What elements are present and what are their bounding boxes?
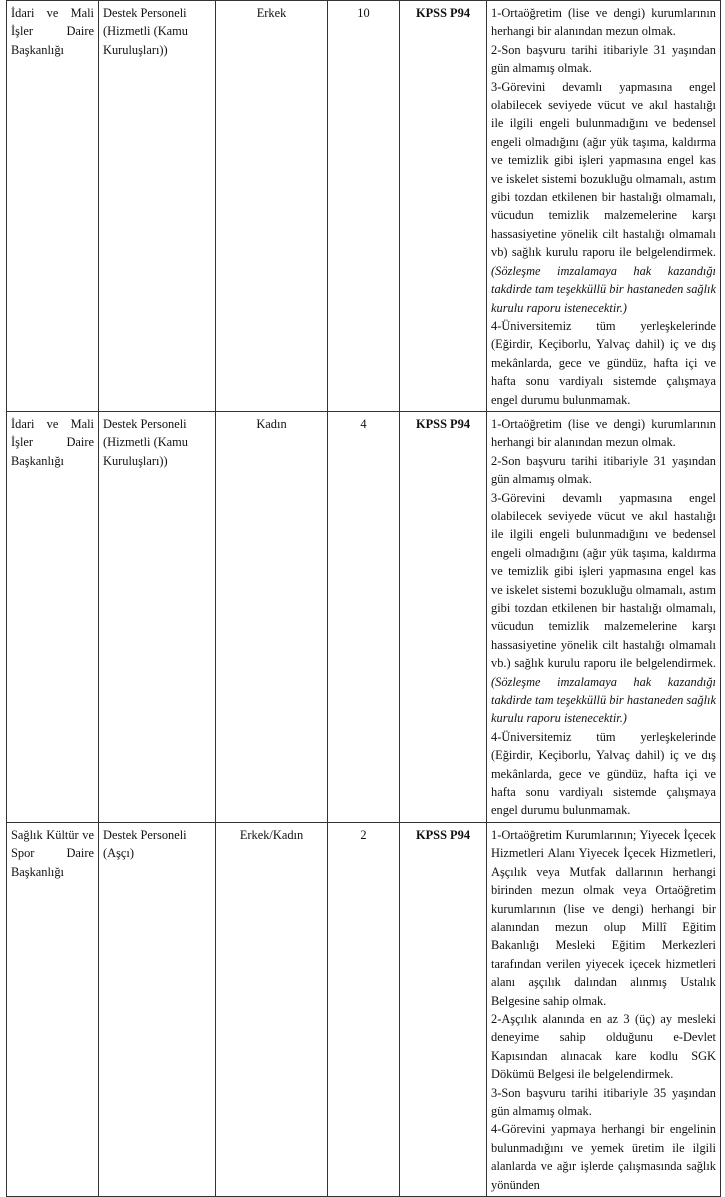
- requirement-item: 2-Aşçılık alanında en az 3 (üç) ay mesleki deneyime sahip olduğunu e-Devlet Kapısından alınacak kare kodlu SGK Dökümü Belgesi ile belgelendirmek.: [491, 1011, 716, 1082]
- requirements-cell: [487, 411, 721, 822]
- requirement-note: (Sözleşme imzalamaya hak kazandığı takdirde tam teşekküllü bir hastaneden sağlık kurulu raporu istenecektir.): [491, 263, 716, 315]
- requirements-cell: [487, 1, 721, 412]
- requirements-cell: [487, 822, 721, 1196]
- unit-cell: İdari ve Mali İşler Daire Başkanlığı: [7, 1, 99, 412]
- requirement-note: (Sözleşme imzalamaya hak kazandığı takdirde tam teşekküllü bir hastaneden sağlık kurulu raporu istenecektir.): [491, 674, 716, 726]
- unit-cell: Sağlık Kültür ve Spor Daire Başkanlığı: [7, 822, 99, 1196]
- requirement-item: 3-Son başvuru tarihi itibariyle 35 yaşından gün almamış olmak.: [491, 1085, 716, 1118]
- table-row: [7, 822, 721, 1196]
- table-row: [7, 1, 721, 412]
- kpss-cell: KPSS P94: [400, 411, 487, 822]
- position-cell: Destek Personeli (Hizmetli (Kamu Kuruluşları)): [99, 411, 216, 822]
- requirement-item: 2-Son başvuru tarihi itibariyle 31 yaşından gün almamış olmak.: [491, 453, 716, 487]
- gender-cell: Erkek: [216, 1, 328, 412]
- count-cell: 10: [328, 1, 400, 412]
- kpss-cell: KPSS P94: [400, 822, 487, 1196]
- count-cell: 4: [328, 411, 400, 822]
- positions-table: [6, 0, 721, 1197]
- requirement-item: 1-Ortaöğretim (lise ve dengi) kurumlarının herhangi bir alanından mezun olmak.: [491, 6, 716, 39]
- position-cell: Destek Personeli (Aşçı): [99, 822, 216, 1196]
- requirement-item: 3-Görevini devamlı yapmasına engel olabilecek seviyede vücut ve akıl hastalığı ile ilgili engeli bulunmadığını ve bedensel engeli olmadığını (ağır yük taşıma, kaldırma ve temizlik gibi işleri yapmasına engel kas ve iskelet sistemi bozukluğu olmamalı, astım gibi tozdan etkilenen bir hastalığı olmamalı, vücudun temizlik malzemelerine karşı hassasiyetine yönelik cilt hastalığı olmamalı vb.) sağlık kurulu raporu ile belgelendirmek. (Sözleşme imzalamaya hak kazandığı takdirde tam teşekküllü bir hastaneden sağlık kurulu raporu istenecektir.): [491, 490, 716, 726]
- position-cell: Destek Personeli (Hizmetli (Kamu Kuruluşları)): [99, 1, 216, 412]
- gender-cell: Kadın: [216, 411, 328, 822]
- requirement-item: 4-Görevini yapmaya herhangi bir engelinin bulunmadığını ve yemek üretim ile ilgili alanlarda ve ağır işlerde çalışmasında sağlık yönünden: [491, 1122, 716, 1192]
- count-cell: 2: [328, 822, 400, 1196]
- gender-cell: Erkek/Kadın: [216, 822, 328, 1196]
- unit-cell: İdari ve Mali İşler Daire Başkanlığı: [7, 411, 99, 822]
- requirement-item: 4-Üniversitemiz tüm yerleşkelerinde (Eğirdir, Keçiborlu, Yalvaç dahil) iç ve dış mekânlarda, gece ve gündüz, hafta içi ve hafta sonu vardiyalı sistemde çalışmaya engel durumu bulunmamak.: [491, 318, 716, 407]
- requirement-item: 1-Ortaöğretim (lise ve dengi) kurumlarının herhangi bir alanından mezun olmak.: [491, 416, 716, 450]
- requirement-item: 4-Üniversitemiz tüm yerleşkelerinde (Eğirdir, Keçiborlu, Yalvaç dahil) iç ve dış mekânlarda, gece ve gündüz, hafta içi ve hafta sonu vardiyalı sistemde çalışmaya engel durumu bulunmamak.: [491, 729, 716, 818]
- table-row: [7, 411, 721, 822]
- requirement-item: 2-Son başvuru tarihi itibariyle 31 yaşından gün almamış olmak.: [491, 42, 716, 76]
- requirement-item: 3-Görevini devamlı yapmasına engel olabilecek seviyede vücut ve akıl hastalığı ile ilgili engeli bulunmadığını ve bedensel engeli olmadığını (ağır yük taşıma, kaldırma ve temizlik gibi işleri yapmasına engel kas ve iskelet sistemi bozukluğu olmamalı, astım gibi tozdan etkilenen bir hastalığı olmamalı, vücudun temizlik malzemelerine karşı hassasiyetine yönelik cilt hastalığı olmamalı vb) sağlık kurulu raporu ile belgelendirmek. (Sözleşme imzalamaya hak kazandığı takdirde tam teşekküllü bir hastaneden sağlık kurulu raporu istenecektir.): [491, 79, 716, 315]
- requirement-item: 1-Ortaöğretim Kurumlarının; Yiyecek İçecek Hizmetleri Alanı Yiyecek İçecek Hizmetleri, Aşçılık veya Mutfak dallarının herhangi birinden mezun olmak veya Ortaöğretim kurumlarının (lise ve dengi) herhangi bir alanından mezun olup Millî Eğitim Bakanlığı Mesleki Eğitim Merkezleri tarafından verilen yiyecek içecek hizmetleri alanı aşçılık dalından alınmış Ustalık Belgesine sahip olmak.: [491, 827, 716, 1008]
- kpss-cell: KPSS P94: [400, 1, 487, 412]
